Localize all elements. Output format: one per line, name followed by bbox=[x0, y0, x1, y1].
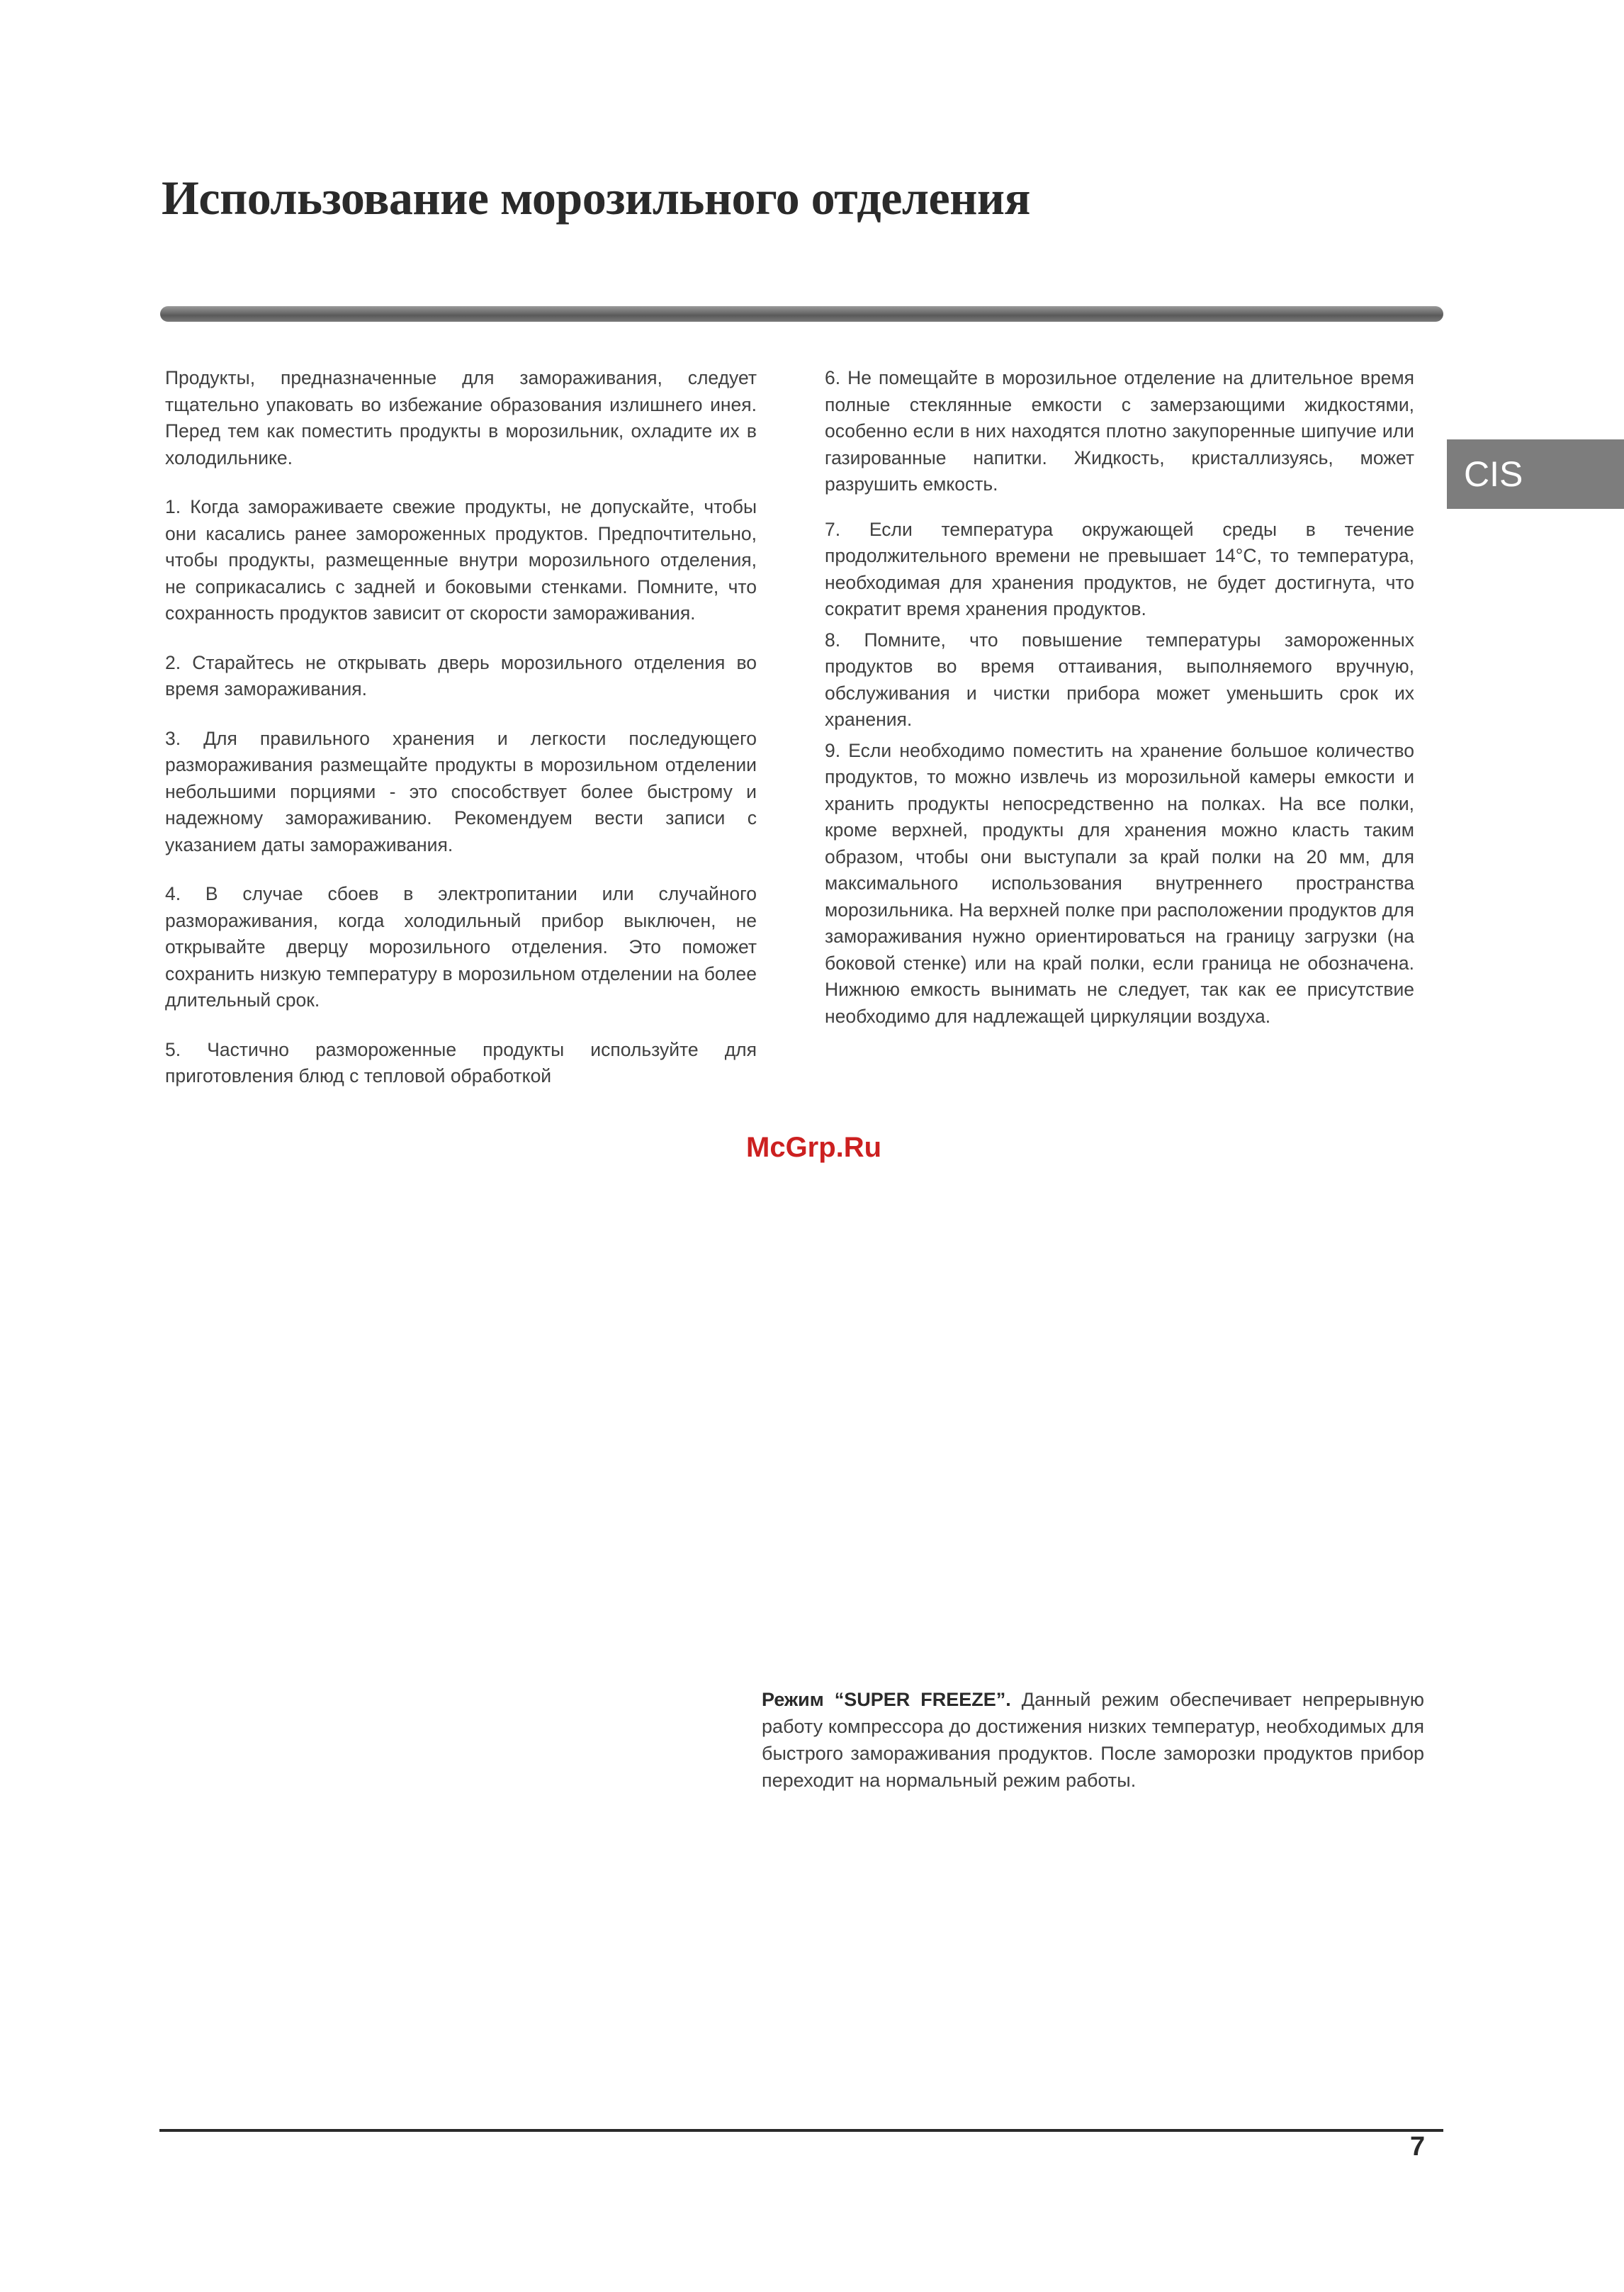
intro-paragraph: Продукты, предназначенные для замораживания, следует тщательно упаковать во избежание образования излишнего инея. Перед тем как поместить продукты в морозильник, охладите их в холодильнике. bbox=[165, 367, 757, 468]
paragraph-3: 3. Для правильного хранения и легкости последующего размораживания размещайте продукты в морозильном отделении небольшими порциями - это способствует более быстрому и надежному замораживанию. Рекомендуем вести записи с указанием даты замораживания. bbox=[165, 727, 757, 855]
paragraph-8: 8. Помните, что повышение температуры замороженных продуктов во время оттаивания, выполняемого вручную, обслуживания и чистки прибора может уменьшить срок их хранения. bbox=[825, 629, 1414, 730]
footer-divider bbox=[159, 2129, 1443, 2132]
super-freeze-section bbox=[762, 1686, 1424, 1794]
right-column bbox=[825, 365, 1414, 1048]
paragraph-1: 1. Когда замораживаете свежие продукты, не допускайте, чтобы они касались ранее замороженных продуктов. Предпочтительно, чтобы продукты, размещенные внутри морозильного отделения, не соприкасались с задней и боковыми стенками. Помните, что сохранность продуктов зависит от скорости замораживания. bbox=[165, 496, 757, 624]
paragraph-5: 5. Частично размороженные продукты используйте для приготовления блюд с тепловой обработкой bbox=[165, 1038, 757, 1086]
paragraph-9: 9. Если необходимо поместить на хранение большое количество продуктов, то можно извлечь из морозильной камеры емкости и хранить продукты непосредственно на полках. На все полки, кроме верхней, продукты для хранения можно класть таким образом, чтобы они выступали за край полки на 20 мм, для максимального использования внутреннего пространства морозильника. На верхней полке при расположении продуктов для замораживания нужно ориентироваться на границу загрузки (на боковой стенке) или на край полки, если граница не обозначена. Нижнюю емкость вынимать не следует, так как ее присутствие необходимо для надлежащей циркуляции воздуха. bbox=[825, 739, 1414, 1027]
language-tab: CIS bbox=[1447, 439, 1624, 509]
page-title: Использование морозильного отделения bbox=[162, 171, 1030, 225]
super-freeze-text: Данный режим обеспечивает непрерывную работу компрессора до достижения низких температур, необходимых для быстрого замораживания продуктов. После заморозки продуктов прибор переходит на нормальный режим работы. bbox=[762, 1689, 1425, 1791]
page-number: 7 bbox=[1410, 2132, 1426, 2162]
paragraph-2: 2. Старайтесь не открывать дверь морозильного отделения во время замораживания. bbox=[165, 651, 757, 700]
watermark: McGrp.Ru bbox=[746, 1132, 882, 1163]
paragraph-7: 7. Если температура окружающей среды в течение продолжительного времени не превышает 14°C, то температура, необходимая для хранения продуктов, не будет достигнута, что сократит время хранения продуктов. bbox=[825, 518, 1414, 619]
left-column bbox=[165, 365, 757, 1113]
paragraph-6: 6. Не помещайте в морозильное отделение на длительное время полные стеклянные емкости с замерзающими жидкостями, особенно если в них находятся плотно закупоренные шипучие или газированные напитки. Жидкость, кристаллизуясь, может разрушить емкость. bbox=[825, 367, 1414, 495]
super-freeze-heading: Режим “SUPER FREEZE”. bbox=[762, 1689, 1011, 1710]
title-divider bbox=[160, 306, 1443, 322]
paragraph-4: 4. В случае сбоев в электропитании или случайного размораживания, когда холодильный прибор выключен, не открывайте дверцу морозильного отделения. Это поможет сохранить низкую температуру в морозильном отделении на более длительный срок. bbox=[165, 883, 757, 1011]
